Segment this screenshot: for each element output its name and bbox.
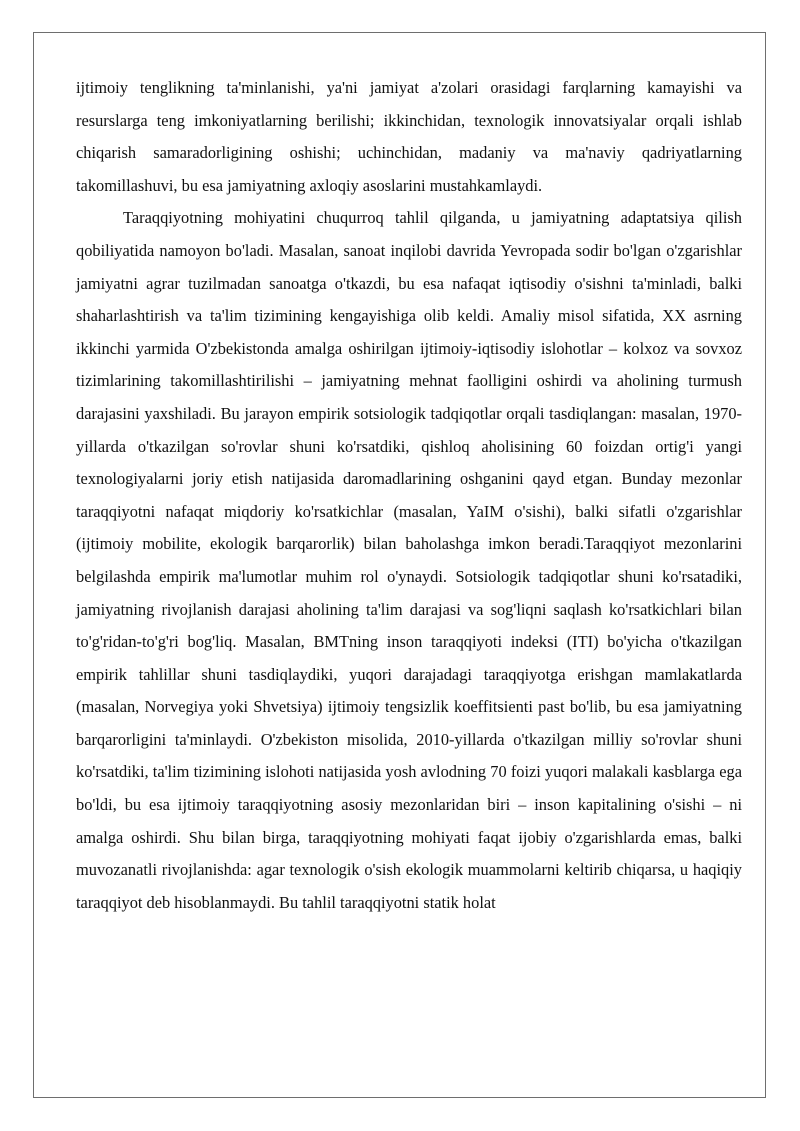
paragraph-continued: ijtimoiy tenglikning ta'minlanishi, ya'ni jamiyat a'zolari orasidagi farqlarning kamayishi va resurslarga teng imkoniyatlarning berilishi; ikkinchidan, texnologik innovatsiyalar orqali ishlab chiqarish samaradorligining oshishi; uchinchidan, madaniy va ma'naviy qadriyatlarning takomillashuvi, bu esa jamiyatning axloqiy asoslarini mustahkamlaydi. (76, 78, 742, 195)
document-body (76, 72, 742, 919)
paragraph: Taraqqiyotning mohiyatini chuqurroq tahlil qilganda, u jamiyatning adaptatsiya qilish qobiliyatida namoyon bo'ladi. Masalan, sanoat inqilobi davrida Yevropada sodir bo'lgan o'zgarishlar jamiyatni agrar tuzilmadan sanoatga o'tkazdi, bu esa nafaqat iqtisodiy o'sishni ta'minladi, balki shaharlashtirish va ta'lim tizimining kengayishiga olib keldi. Amaliy misol sifatida, XX asrning ikkinchi yarmida O'zbekistonda amalga oshirilgan ijtimoiy-iqtisodiy islohotlar – kolxoz va sovxoz tizimlarining takomillashtirilishi – jamiyatning mehnat faolligini oshirdi va aholining turmush darajasini yaxshiladi. Bu jarayon empirik sotsiologik tadqiqotlar orqali tasdiqlangan: masalan, 1970-yillarda o'tkazilgan so'rovlar shuni ko'rsatdiki, qishloq aholisining 60 foizdan ortig'i yangi texnologiyalarni joriy etish natijasida daromadlarining oshganini qayd etgan. Bunday mezonlar taraqqiyotni nafaqat miqdoriy ko'rsatkichlar (masalan, YaIM o'sishi), balki sifatli o'zgarishlar (ijtimoiy mobilite, ekologik barqarorlik) bilan baholashga imkon beradi.Taraqqiyot mezonlarini belgilashda empirik ma'lumotlar muhim rol o'ynaydi. Sotsiologik tadqiqotlar shuni ko'rsatadiki, jamiyatning rivojlanish darajasi aholining ta'lim darajasi va sog'liqni saqlash ko'rsatkichlari bilan to'g'ridan-to'g'ri bog'liq. Masalan, BMTning inson taraqqiyoti indeksi (ITI) bo'yicha o'tkazilgan empirik tahlillar shuni tasdiqlaydiki, yuqori darajadagi taraqqiyotga erishgan mamlakatlarda (masalan, Norvegiya yoki Shvetsiya) ijtimoiy tengsizlik koeffitsienti past bo'lib, bu esa jamiyatning barqarorligini ta'minlaydi. O'zbekiston misolida, 2010-yillarda o'tkazilgan milliy so'rovlar shuni ko'rsatdiki, ta'lim tizimining islohoti natijasida yosh avlodning 70 foizi yuqori malakali kasblarga ega bo'ldi, bu esa ijtimoiy taraqqiyotning asosiy mezonlaridan biri – inson kapitalining o'sishi – ni amalga oshirdi. Shu bilan birga, taraqqiyotning mohiyati faqat ijobiy o'zgarishlarda emas, balki muvozanatli rivojlanishda: agar texnologik o'sish ekologik muammolarni keltirib chiqarsa, u haqiqiy taraqqiyot deb hisoblanmaydi. Bu tahlil taraqqiyotni statik holat (76, 208, 742, 912)
